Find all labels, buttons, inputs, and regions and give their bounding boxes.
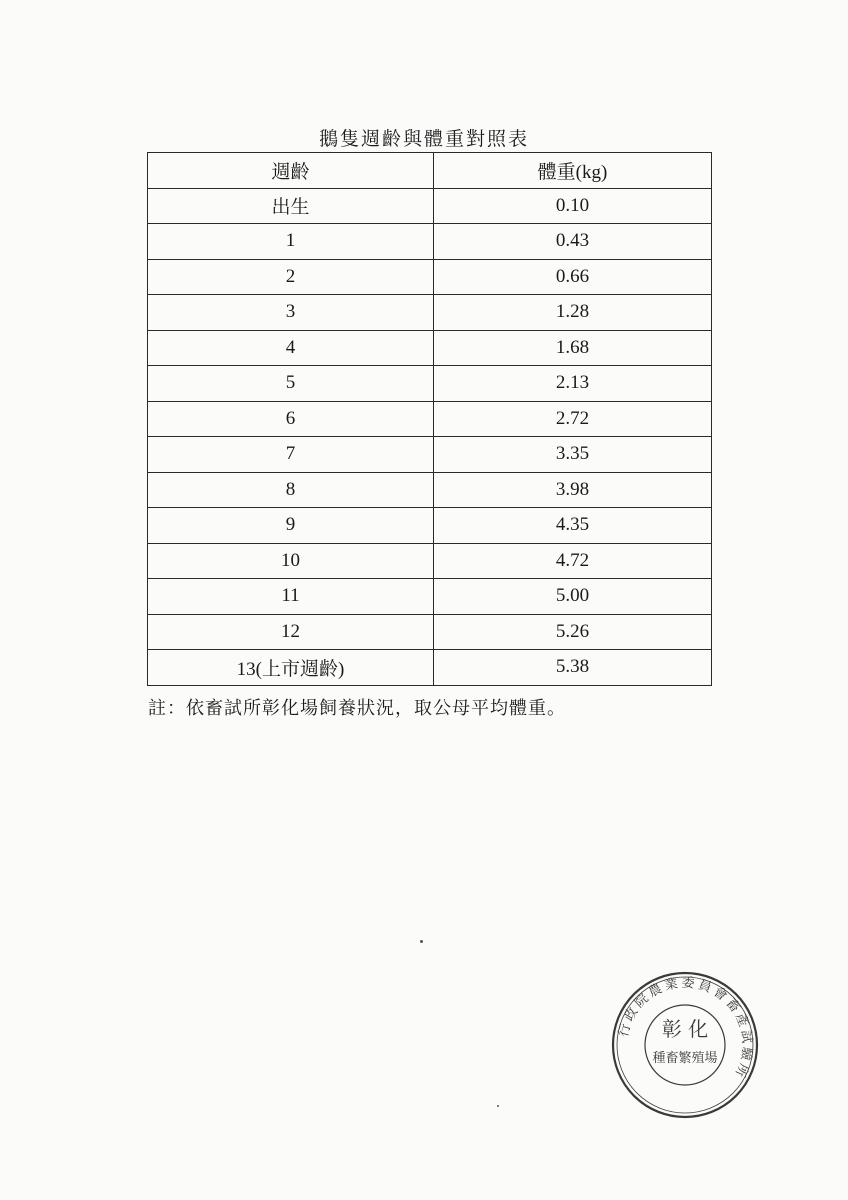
weight-cell: 2.72 xyxy=(434,401,712,437)
weight-cell: 3.98 xyxy=(434,472,712,508)
age-cell: 出生 xyxy=(148,188,434,224)
age-cell: 5 xyxy=(148,366,434,402)
weight-table xyxy=(147,152,712,686)
age-cell: 2 xyxy=(148,259,434,295)
weight-cell: 5.26 xyxy=(434,614,712,650)
table-row xyxy=(148,259,712,295)
table-row xyxy=(148,295,712,331)
age-cell: 1 xyxy=(148,224,434,260)
weight-cell: 4.72 xyxy=(434,543,712,579)
table-row xyxy=(148,188,712,224)
weight-cell: 0.66 xyxy=(434,259,712,295)
table-row xyxy=(148,508,712,544)
table-row xyxy=(148,437,712,473)
weight-cell: 3.35 xyxy=(434,437,712,473)
table-row xyxy=(148,366,712,402)
weight-cell: 0.10 xyxy=(434,188,712,224)
age-cell: 4 xyxy=(148,330,434,366)
seal-ring-textpath: 行政院農業委員會畜產試驗所 xyxy=(616,975,755,1082)
age-cell: 3 xyxy=(148,295,434,331)
speck xyxy=(497,1105,499,1107)
table-row xyxy=(148,579,712,615)
column-header-weight: 體重(kg) xyxy=(434,153,712,189)
table-row xyxy=(148,330,712,366)
table-row xyxy=(148,543,712,579)
table-row xyxy=(148,614,712,650)
footnote: 註：依畜試所彰化場飼養狀況，取公母平均體重。 xyxy=(148,698,566,719)
age-cell: 10 xyxy=(148,543,434,579)
weight-cell: 5.00 xyxy=(434,579,712,615)
age-cell: 8 xyxy=(148,472,434,508)
table-row xyxy=(148,401,712,437)
column-header-age: 週齡 xyxy=(148,153,434,189)
age-cell: 11 xyxy=(148,579,434,615)
table-row xyxy=(148,472,712,508)
seal-stamp xyxy=(610,970,760,1120)
age-cell: 7 xyxy=(148,437,434,473)
page-title: 鵝隻週齡與體重對照表 xyxy=(318,128,529,150)
weight-cell: 4.35 xyxy=(434,508,712,544)
age-cell: 12 xyxy=(148,614,434,650)
seal-center-bottom: 種畜繁殖場 xyxy=(652,1051,718,1066)
weight-cell: 5.38 xyxy=(434,650,712,686)
weight-cell: 1.68 xyxy=(434,330,712,366)
weight-cell: 1.28 xyxy=(434,295,712,331)
seal-outer-ring xyxy=(613,973,757,1117)
table-header-row xyxy=(148,153,712,189)
table-row xyxy=(148,650,712,686)
weight-cell: 0.43 xyxy=(434,224,712,260)
table-row xyxy=(148,224,712,260)
age-cell: 9 xyxy=(148,508,434,544)
speck xyxy=(420,940,423,943)
seal-center-top: 彰 化 xyxy=(661,1017,709,1041)
age-cell: 6 xyxy=(148,401,434,437)
weight-cell: 2.13 xyxy=(434,366,712,402)
age-cell: 13(上市週齡) xyxy=(148,650,434,686)
